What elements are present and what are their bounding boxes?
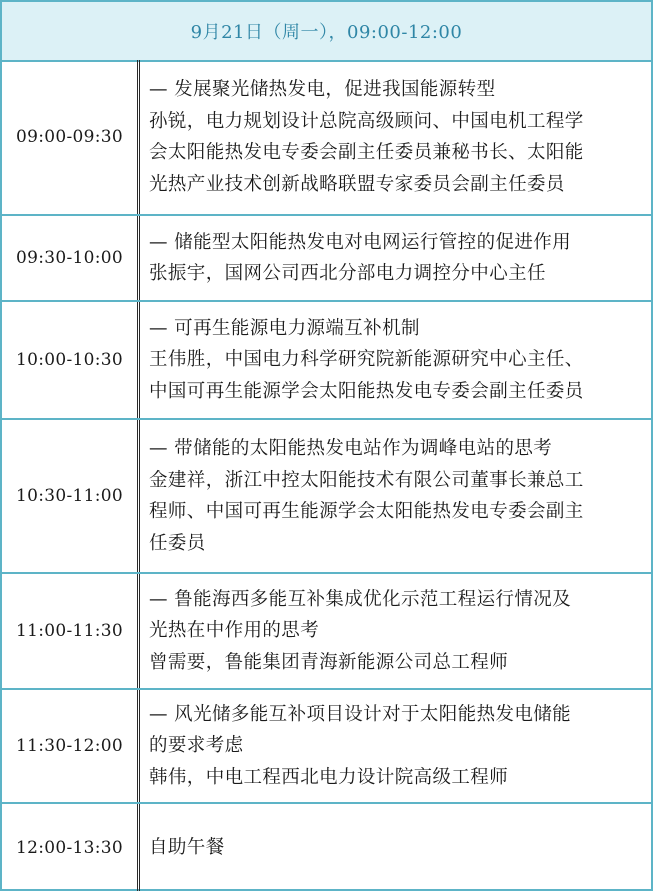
- session-title: — 发展聚光储热发电，促进我国能源转型: [149, 79, 496, 100]
- session-details: [149, 60, 643, 214]
- schedule-row: [2, 804, 651, 891]
- session-title: — 储能型太阳能热发电对电网运行管控的促进作用: [149, 231, 572, 253]
- session-details: [149, 804, 643, 891]
- column-divider: [137, 216, 140, 300]
- session-details: [149, 690, 643, 802]
- time-slot: 09:00-09:30: [15, 127, 124, 147]
- column-divider: [137, 690, 140, 802]
- speaker-line: 孙锐，电力规划设计总院高级顾问、中国电机工程学: [149, 110, 584, 132]
- speaker-line: 曾需要，鲁能集团青海新能源公司总工程师: [149, 651, 509, 673]
- speaker-line: 张振宇，国网公司西北分部电力调控分中心主任: [149, 263, 546, 284]
- schedule-row: [2, 216, 651, 302]
- time-slot: 11:00-11:30: [15, 621, 124, 641]
- session-title: — 可再生能源电力源端互补机制: [149, 317, 420, 339]
- speaker-line: 王伟胜，中国电力科学研究院新能源研究中心主任、: [149, 349, 584, 371]
- session-title: — 风光储多能互补项目设计对于太阳能热发电储能: [149, 703, 572, 725]
- column-divider: [137, 804, 140, 891]
- session-details: [149, 420, 643, 572]
- session-details: [149, 574, 643, 688]
- column-divider: [137, 574, 140, 688]
- speaker-line: 韩伟，中电工程西北电力设计院高级工程师: [149, 766, 509, 788]
- speaker-line: 光热产业技术创新战略联盟专家委员会副主任委员: [149, 173, 565, 195]
- time-slot: 11:30-12:00: [15, 736, 124, 756]
- schedule-date-title: 9月21日（周一），09:00-12:00: [190, 22, 463, 43]
- speaker-line: 金建祥，浙江中控太阳能技术有限公司董事长兼总工: [149, 469, 584, 491]
- speaker-line: 程师、中国可再生能源学会太阳能热发电专委会副主: [149, 501, 584, 522]
- time-slot: 10:00-10:30: [15, 350, 124, 370]
- session-details: [149, 216, 643, 300]
- schedule-row: [2, 574, 651, 690]
- session-title-continued: 的要求考虑: [149, 735, 244, 757]
- session-title: — 鲁能海西多能互补集成优化示范工程运行情况及: [149, 588, 572, 610]
- speaker-line: 任委员: [149, 532, 206, 554]
- time-slot: 10:30-11:00: [15, 486, 124, 506]
- session-title: 自助午餐: [149, 836, 225, 858]
- session-title-continued: 光热在中作用的思考: [149, 620, 320, 642]
- column-divider: [137, 60, 140, 214]
- speaker-line: 中国可再生能源学会太阳能热发电专委会副主任委员: [149, 380, 584, 402]
- schedule-row: [2, 420, 651, 574]
- speaker-line: 会太阳能热发电专委会副主任委员兼秘书长、太阳能: [149, 142, 584, 163]
- session-title: — 带储能的太阳能热发电站作为调峰电站的思考: [149, 438, 553, 459]
- column-divider: [137, 302, 140, 418]
- time-slot: 09:30-10:00: [15, 248, 124, 268]
- schedule-header: [2, 2, 651, 62]
- schedule-row: [2, 302, 651, 420]
- time-slot: 12:00-13:30: [15, 837, 124, 858]
- schedule-row: [2, 690, 651, 804]
- schedule-row: [2, 60, 651, 216]
- column-divider: [137, 420, 140, 572]
- session-details: [149, 302, 643, 418]
